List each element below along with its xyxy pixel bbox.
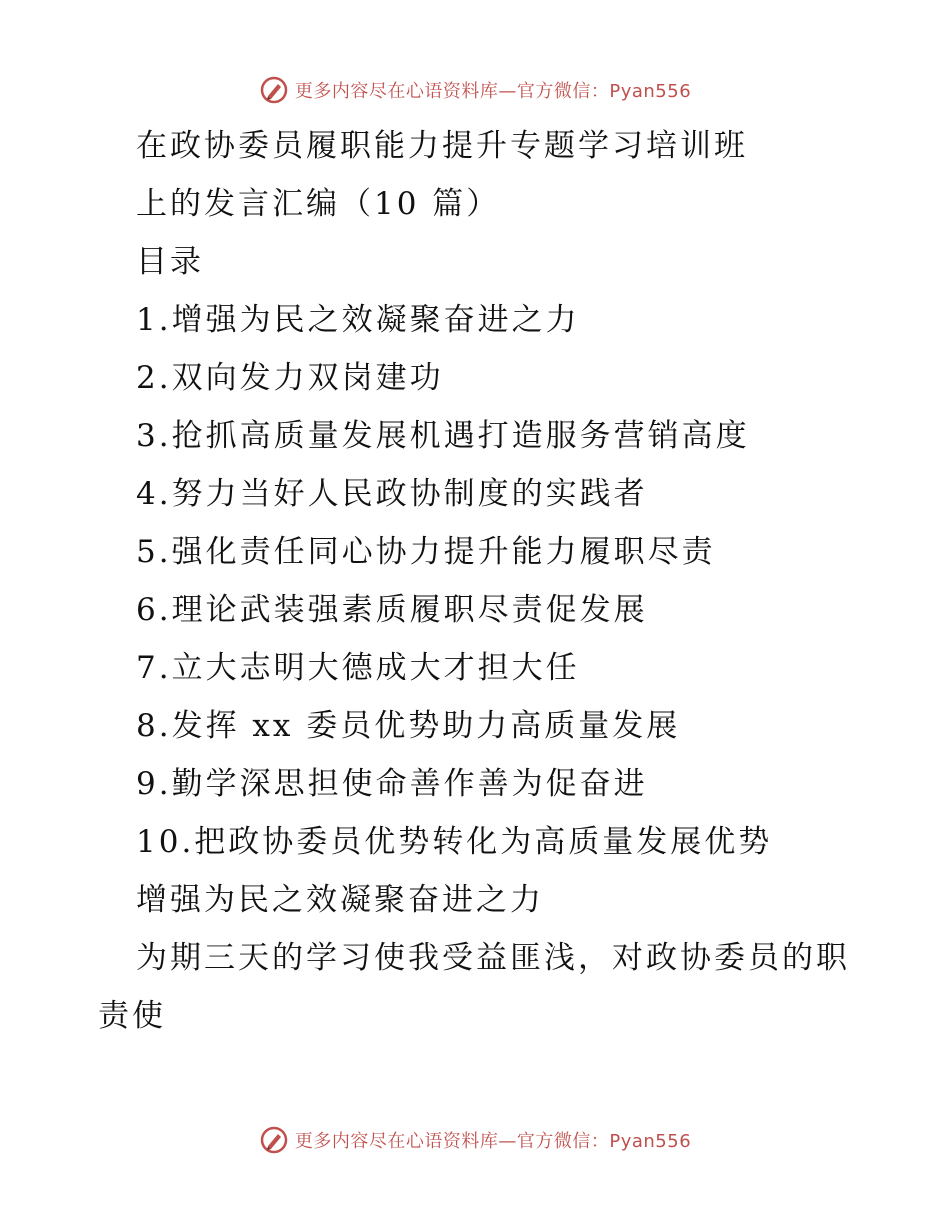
banner-wechat-text: 官方微信：Pyan556 <box>516 81 692 102</box>
toc-item: 10.把政协委员优势转化为高质量发展优势 <box>136 824 773 860</box>
toc-item: 4.努力当好人民政协制度的实践者 <box>136 476 648 512</box>
toc-item: 7.立大志明大德成大才担大任 <box>136 650 580 686</box>
banner-main-text: 更多内容尽在心语资料库 <box>294 81 499 102</box>
toc-item: 3.抢抓高质量发展机遇打造服务营销高度 <box>136 418 750 454</box>
toc-item: 1.增强为民之效凝聚奋进之力 <box>136 302 580 338</box>
pen-logo-icon <box>259 75 289 105</box>
banner-wechat-text: 官方微信：Pyan556 <box>516 1131 692 1152</box>
banner-separator: — <box>498 1131 517 1152</box>
document-title-line-2: 上的发言汇编（10 篇） <box>136 186 501 222</box>
paragraph-line-1: 为期三天的学习使我受益匪浅，对政协委员的职 <box>136 940 850 976</box>
document-title-line-1: 在政协委员履职能力提升专题学习培训班 <box>136 128 748 164</box>
section-title: 增强为民之效凝聚奋进之力 <box>136 882 544 918</box>
toc-item: 5.强化责任同心协力提升能力履职尽责 <box>136 534 716 570</box>
toc-item: 8.发挥 xx 委员优势助力高质量发展 <box>136 708 681 744</box>
banner-text <box>295 1127 691 1153</box>
footer-banner <box>0 1120 950 1160</box>
banner-main-text: 更多内容尽在心语资料库 <box>294 1131 499 1152</box>
toc-item: 9.勤学深思担使命善作善为促奋进 <box>136 766 648 802</box>
pen-logo-icon <box>259 1125 289 1155</box>
toc-item: 2.双向发力双岗建功 <box>136 360 444 396</box>
header-banner <box>0 70 950 110</box>
banner-text <box>295 77 691 103</box>
paragraph-line-2: 责使 <box>98 998 166 1034</box>
toc-heading: 目录 <box>136 244 204 280</box>
banner-separator: — <box>498 81 517 102</box>
toc-item: 6.理论武装强素质履职尽责促发展 <box>136 592 648 628</box>
